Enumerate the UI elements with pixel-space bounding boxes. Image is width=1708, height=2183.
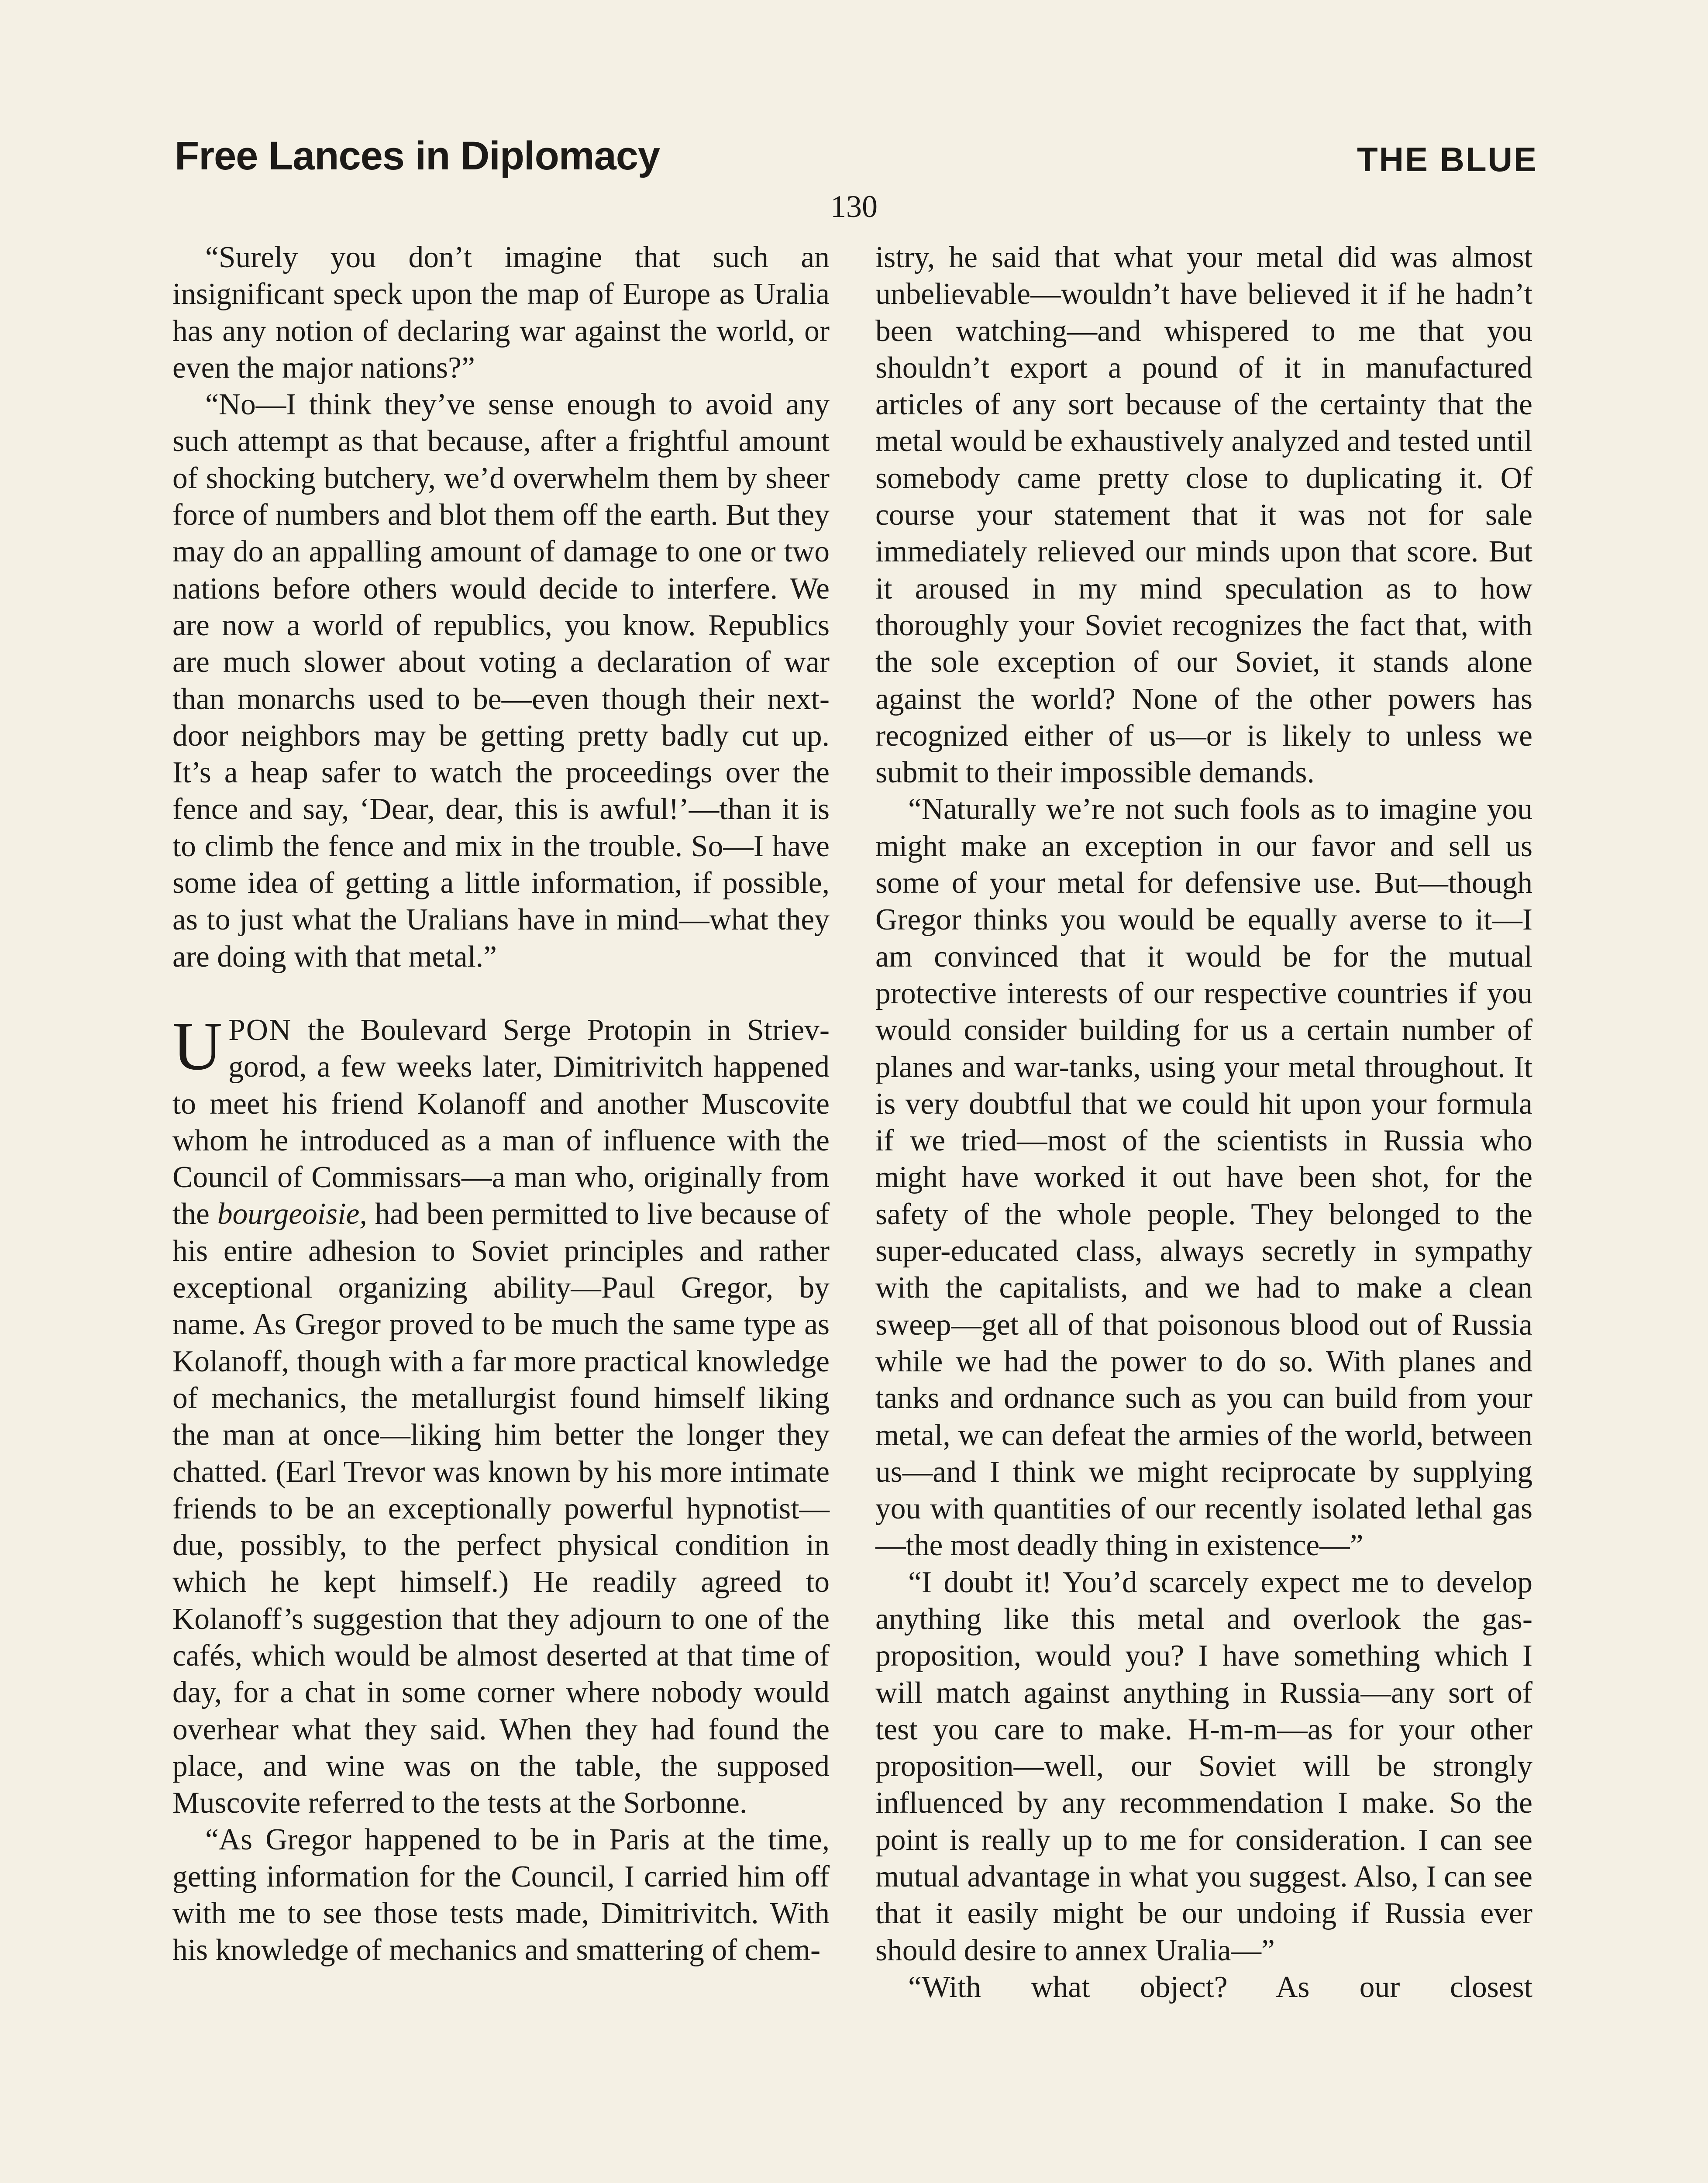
paragraph-text: had been permitted to live because of his entire adhesion to Soviet principles and rather exceptional organizing ability—Paul Gregor, by name. As Gregor proved to be much the same type as Kolanoff, though with a far more practical knowledge of mechanics, the metallurgist found himself liking the man at once—liking him better the longer they chatted. (Earl Trevor was known by his more intimate friends to be an exceptionally powerful hypnotist—due, possibly, to the perfect physical condition in which he kept himself.) He readily agreed to Kolanoff’s suggestion that they adjourn to one of the cafés, which would be almost deserted at that time of day, for a chat in some corner where nobody would overhear what they said. When they had found the place, and wine was on the table, the supposed Muscovite referred to the tests at the Sorbonne. [172,1197,830,1820]
paragraph: “With what object? As our closest [908,1970,1532,2004]
paragraph: “As Gregor happened to be in Paris at the time, getting information for the Council, I carried him off with me to see those tests made, Dimitrivitch. With his knowledge of mechanics and smattering of chem- [172,1823,830,1967]
left-column [172,239,830,1969]
paragraph: “No—I think they’ve sense enough to avoid any such attempt as that because, after a frightful amount of shocking butchery, we’d overwhelm them by sheer force of numbers and blot them off the earth. But they may do an appalling amount of damage to one or two nations before others would decide to interfere. We are now a world of republics, you know. Republics are much slower about voting a declaration of war than monarchs used to be—even though their next-door neighbors may be getting pretty badly cut up. It’s a heap safer to watch the proceedings over the fence and say, ‘Dear, dear, this is awful!’—than it is to climb the fence and mix in the trouble. So—I have some idea of getting a little information, if possible, as to just what the Uralians have in mind—what they are doing with that metal.” [172,388,830,974]
right-column [875,239,1532,2006]
paragraph: “I doubt it! You’d scarcely expect me to develop anything like this metal and overlook the gas-proposition, would you? I have something which I will match against anything in Russia—any sort of test you care to make. H-m-m—as for your other proposition—well, our Soviet will be strongly influenced by any recommendation I make. So the point is really up to me for consideration. I can see mutual advantage in what you suggest. Also, I can see that it easily might be our undoing if Russia ever should desire to annex Uralia—” [875,1565,1532,1967]
page-number: 130 [830,189,878,224]
section-opening-paragraph [172,1008,830,1822]
italic-word: bourgeoisie, [217,1197,367,1231]
paragraph: “Surely you don’t imagine that such an insignificant speck upon the map of Europe as Uralia has any notion of declaring war against the world, or even the major nations?” [172,241,830,385]
drop-cap: U [172,1008,223,1085]
small-caps-text: PON [228,1013,292,1047]
paragraph-continued: istry, he said that what your metal did was almost unbelievable—wouldn’t have believed it if he hadn’t been watching—and whispered to me that you shouldn’t export a pound of it in manufactured articles of any sort because of the certainty that the metal would be exhaustively analyzed and tested until somebody came pretty close to duplicating it. Of course your statement that it was not for sale immediately relieved our minds upon that score. But it aroused in my mind speculation as to how thoroughly your Soviet recognizes the fact that, with the sole exception of our Soviet, it stands alone against the world? None of the other powers has recognized either of us—or is likely to unless we submit to their impossible demands. [875,241,1532,790]
paragraph: “Naturally we’re not such fools as to imagine you might make an exception in our favor and sell us some of your metal for defensive use. But—though Gregor thinks you would be equally averse to it—I am convinced that it would be for the mutual protective interests of our respective countries if you would consider building for us a certain number of planes and war-tanks, using your metal throughout. It is very doubtful that we could hit upon your formula if we tried—most of the scientists in Russia who might have worked it out have been shot, for the safety of the whole people. They belonged to the super-educated class, always secretly in sympathy with the capitalists, and we had to make a clean sweep—get all of that poisonous blood out of Russia while we had the power to do so. With planes and tanks and ordnance such as you can build from your metal, we can defeat the armies of the world, between us—and I think we might reciprocate by supplying you with quantities of our recently isolated lethal gas—the most deadly thing in existence—” [875,792,1532,1563]
paragraph-text: the Boulevard Serge Protopin in Striev-gorod, a few weeks later, Dimitrivitch happened to meet his friend Kolanoff and another Muscovite whom he introduced as a man of influence with the Council of Commissars—a man who, originally from the [172,1013,830,1231]
story-title: Free Lances in Diplomacy [175,134,660,178]
magazine-name: THE BLUE [1357,140,1538,179]
